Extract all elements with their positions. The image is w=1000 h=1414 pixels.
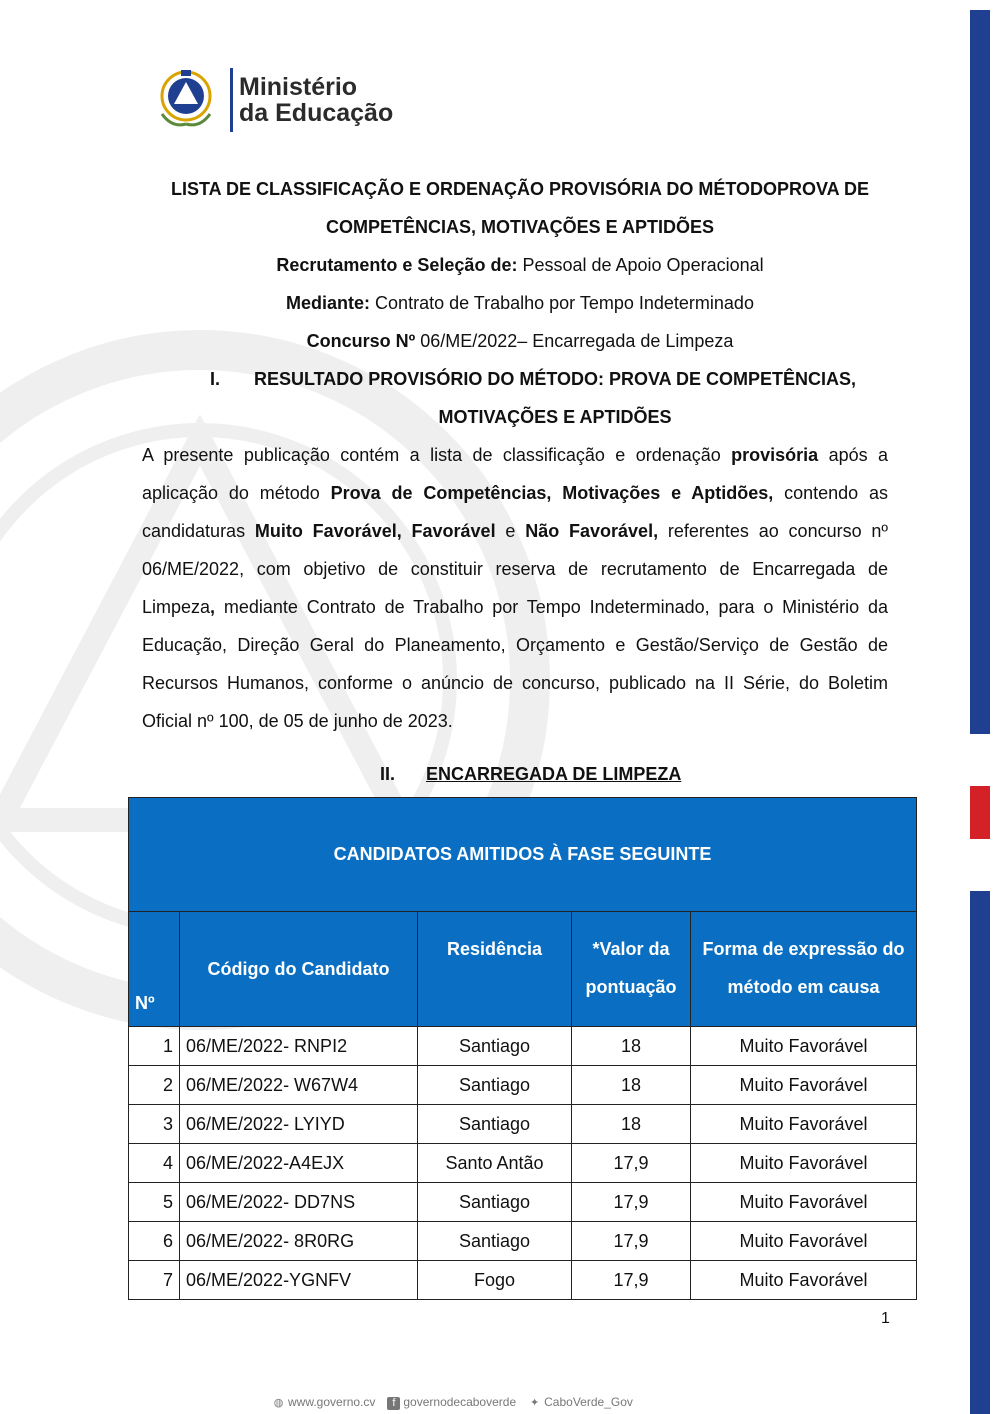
para-text-4: e xyxy=(495,521,526,541)
contest-value: 06/ME/2022– Encarregada de Limpeza xyxy=(415,331,734,351)
logo-divider xyxy=(230,68,233,132)
table-row xyxy=(129,1222,917,1261)
footer-facebook[interactable] xyxy=(387,1395,516,1410)
cell-form: Muito Favorável xyxy=(691,1222,917,1261)
cell-form: Muito Favorável xyxy=(691,1144,917,1183)
cell-code: 06/ME/2022- W67W4 xyxy=(180,1066,418,1105)
para-text-6: mediante Contrato de Trabalho por Tempo Indeterminado, para o Ministério da Educação, Direção Geral do Planeamento, Orçamento e Gestão/Serviço de Gestão de Recursos Humanos, conforme o anúncio de concurso, publicado na II Série, do Boletim Oficial nº 100, de 05 de junho de 2023. xyxy=(142,597,888,731)
cell-residence: Santiago xyxy=(418,1105,572,1144)
header-code: Código do Candidato xyxy=(180,912,418,1027)
cell-residence: Santiago xyxy=(418,1222,572,1261)
table-banner: CANDIDATOS AMITIDOS À FASE SEGUINTE xyxy=(129,798,917,912)
table-row xyxy=(129,1183,917,1222)
side-bar-blue-top xyxy=(970,10,990,734)
header-residence: Residência xyxy=(418,912,572,1027)
cell-code: 06/ME/2022- LYIYD xyxy=(180,1105,418,1144)
cell-code: 06/ME/2022- RNPI2 xyxy=(180,1027,418,1066)
footer xyxy=(272,1395,633,1410)
cell-code: 06/ME/2022- 8R0RG xyxy=(180,1222,418,1261)
twitter-icon: ✦ xyxy=(530,1397,540,1409)
footer-facebook-text: governodecaboverde xyxy=(403,1395,517,1409)
table-header-row xyxy=(129,912,917,1027)
cell-form: Muito Favorável xyxy=(691,1066,917,1105)
cell-code: 06/ME/2022-YGNFV xyxy=(180,1261,418,1300)
section-1-title-line2: MOTIVAÇÕES E APTIDÕES xyxy=(438,407,672,427)
intro-paragraph xyxy=(142,436,888,740)
page-number: 1 xyxy=(881,1310,890,1327)
para-text-5: referentes ao concurso nº 06/ME/2022, com objetivo de constituir reserva de recrutamento de Encarregada de Limpeza xyxy=(142,521,888,617)
cell-value: 17,9 xyxy=(572,1183,691,1222)
cell-no: 1 xyxy=(129,1027,180,1066)
para-bold-4: Não Favorável, xyxy=(525,521,659,541)
para-text-1: A presente publicação contém a lista de classificação e ordenação xyxy=(142,445,732,465)
table-row xyxy=(129,1066,917,1105)
cell-residence: Santiago xyxy=(418,1183,572,1222)
cell-form: Muito Favorável xyxy=(691,1183,917,1222)
para-text-3: contendo as candidaturas xyxy=(142,483,888,541)
contest-label: Concurso Nº xyxy=(306,331,416,351)
para-bold-5: , xyxy=(210,597,216,617)
cell-no: 3 xyxy=(129,1105,180,1144)
document-header xyxy=(140,170,900,360)
ministry-name-line2: da Educação xyxy=(239,99,394,127)
section-2-number: II. xyxy=(380,764,396,784)
footer-twitter-text: CaboVerde_Gov xyxy=(544,1395,633,1409)
cell-residence: Santo Antão xyxy=(418,1144,572,1183)
para-bold-3: Muito Favorável, Favorável xyxy=(254,521,496,541)
header-form: Forma de expressão do método em causa xyxy=(691,912,917,1027)
table-row xyxy=(129,1105,917,1144)
table-row xyxy=(129,1261,917,1300)
cell-no: 4 xyxy=(129,1144,180,1183)
cell-form: Muito Favorável xyxy=(691,1105,917,1144)
side-bar-red xyxy=(970,786,990,839)
table-row xyxy=(129,1027,917,1066)
cell-no: 5 xyxy=(129,1183,180,1222)
contract-label: Mediante: xyxy=(286,293,371,313)
doc-title-line2: COMPETÊNCIAS, MOTIVAÇÕES E APTIDÕES xyxy=(325,217,715,237)
recruitment-value: Pessoal de Apoio Operacional xyxy=(517,255,764,275)
contract-value: Contrato de Trabalho por Tempo Indeterminado xyxy=(370,293,754,313)
ministry-name xyxy=(239,74,393,126)
cell-value: 18 xyxy=(572,1027,691,1066)
cell-value: 17,9 xyxy=(572,1261,691,1300)
candidates-table xyxy=(128,797,917,1300)
cell-code: 06/ME/2022- DD7NS xyxy=(180,1183,418,1222)
para-bold-2: Prova de Competências, Motivações e Aptidões, xyxy=(330,483,774,503)
contest-line xyxy=(140,322,900,360)
ministry-name-line1: Ministério xyxy=(239,73,358,101)
cell-residence: Fogo xyxy=(418,1261,572,1300)
cell-form: Muito Favorável xyxy=(691,1027,917,1066)
para-text-2: após a aplicação do método xyxy=(142,445,888,503)
header-value: *Valor da pontuação xyxy=(572,912,691,1027)
footer-twitter[interactable] xyxy=(528,1395,633,1410)
side-bar-blue-bottom xyxy=(970,891,990,1414)
cell-residence: Santiago xyxy=(418,1027,572,1066)
cell-value: 17,9 xyxy=(572,1144,691,1183)
cell-residence: Santiago xyxy=(418,1066,572,1105)
cell-value: 17,9 xyxy=(572,1222,691,1261)
section-2-heading xyxy=(380,755,681,793)
contract-line xyxy=(140,284,900,322)
footer-web-text: www.governo.cv xyxy=(288,1395,376,1409)
cell-no: 7 xyxy=(129,1261,180,1300)
cell-value: 18 xyxy=(572,1105,691,1144)
recruitment-line xyxy=(140,246,900,284)
header-no: Nº xyxy=(129,912,180,1027)
section-1-title-line1: RESULTADO PROVISÓRIO DO MÉTODO: PROVA DE COMPETÊNCIAS, xyxy=(253,369,857,389)
ministry-logo xyxy=(148,62,393,138)
doc-title-line1: LISTA DE CLASSIFICAÇÃO E ORDENAÇÃO PROVISÓRIA DO MÉTODOPROVA DE xyxy=(170,179,870,199)
table-row xyxy=(129,1144,917,1183)
section-1-heading xyxy=(210,360,900,436)
facebook-icon: f xyxy=(387,1397,400,1410)
section-2-title: ENCARREGADA DE LIMPEZA xyxy=(426,764,682,784)
section-1-number: I. xyxy=(210,369,221,389)
cell-no: 6 xyxy=(129,1222,180,1261)
globe-icon: ◍ xyxy=(273,1397,284,1409)
recruitment-label: Recrutamento e Seleção de: xyxy=(276,255,518,275)
cell-value: 18 xyxy=(572,1066,691,1105)
coat-of-arms-icon xyxy=(148,62,224,138)
cell-no: 2 xyxy=(129,1066,180,1105)
footer-web[interactable] xyxy=(272,1395,375,1410)
cell-code: 06/ME/2022-A4EJX xyxy=(180,1144,418,1183)
para-bold-1: provisória xyxy=(731,445,819,465)
cell-form: Muito Favorável xyxy=(691,1261,917,1300)
